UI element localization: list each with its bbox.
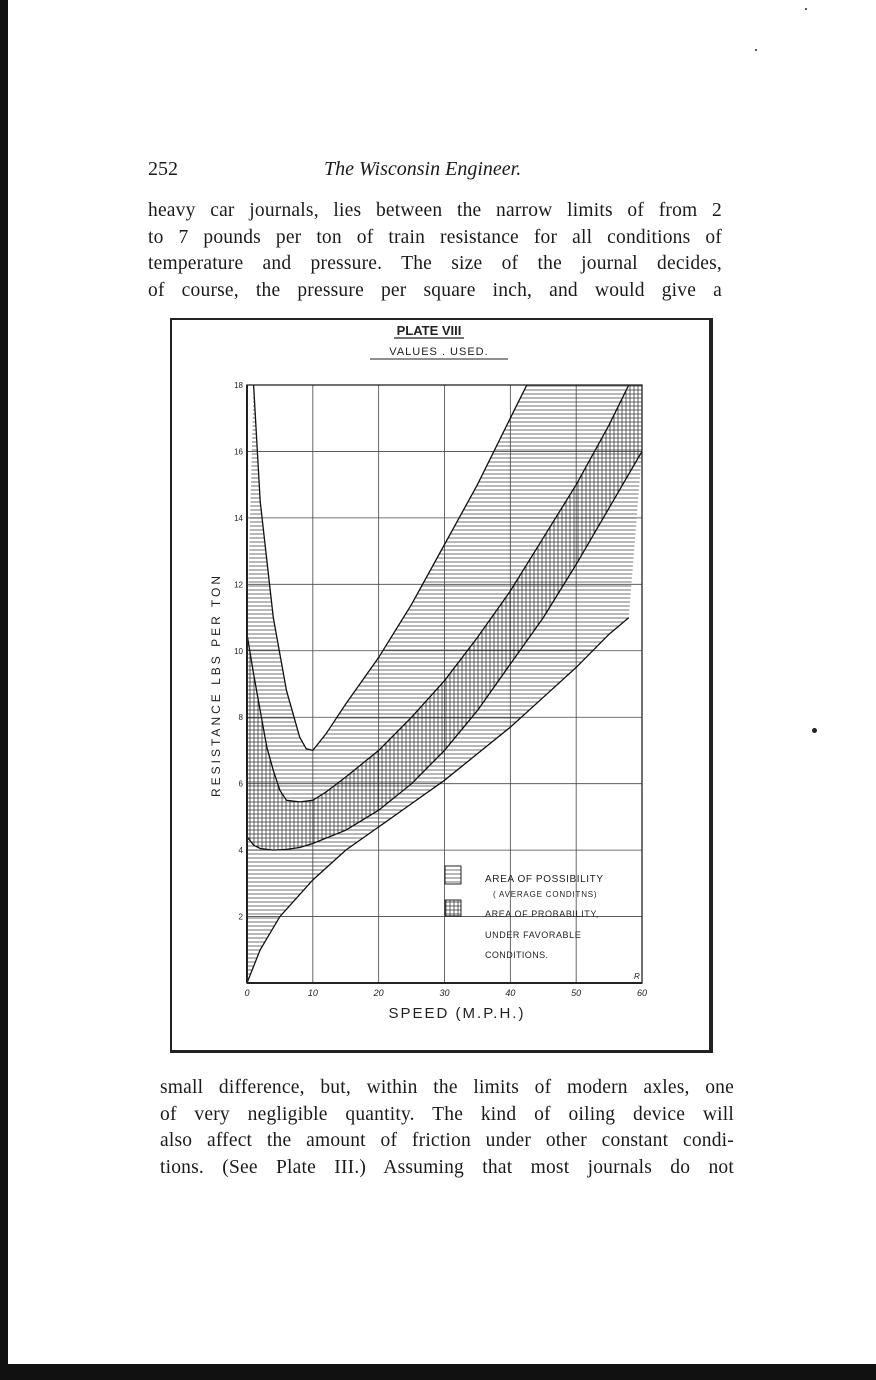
y-axis-label: RESISTANCE LBS PER TON [209,572,223,798]
x-tick-label: 10 [307,988,318,998]
legend-swatch-probability [445,900,461,916]
plate-title: PLATE VIII [396,323,462,338]
page-number: 252 [148,158,178,180]
legend-probability-line3: CONDITIONS. [485,950,549,960]
journal-title: The Wisconsin Engineer. [324,158,522,180]
legend-swatch-possibility [445,866,461,884]
legend-possibility-line1: AREA OF POSSIBILITY [485,874,604,885]
x-tick-label: 60 [636,988,648,998]
x-tick-label: 50 [571,988,582,998]
text-line: of course, the pressure per square inch, and would give a [148,279,722,301]
x-tick-labels [244,988,647,998]
y-tick-label: 2 [238,912,243,922]
scan-speck [755,49,757,51]
paragraph-top [148,198,722,304]
plate-subtitle: VALUES . USED. [389,346,489,358]
y-tick-label: 12 [234,580,243,590]
y-tick-labels [234,381,243,922]
running-header [148,158,728,184]
draftsman-mark: R [634,972,640,981]
x-tick-label: 20 [373,988,384,998]
x-tick-label: 30 [439,988,450,998]
text-line: heavy car journals, lies between the narrow limits of from 2 [148,200,722,221]
plate-frame [170,318,713,1053]
scan-speck [812,728,817,733]
legend-probability-line1: AREA OF PROBABILITY, [485,909,599,919]
y-tick-label: 10 [234,646,243,656]
x-tick-label: 40 [505,988,516,998]
text-line: to 7 pounds per ton of train resistance for all conditions of [148,226,722,248]
x-axis-label: SPEED (M.P.H.) [388,1005,526,1022]
paragraph-bottom [160,1075,734,1181]
scan-edge-left [0,0,8,1380]
y-tick-label: 14 [234,513,243,523]
text-line: also affect the amount of friction under other constant condi- [160,1130,734,1151]
x-tick-label: 0 [244,988,250,998]
y-tick-label: 8 [238,713,243,723]
text-line: temperature and pressure. The size of the journal decides, [148,253,722,274]
scan-edge-bottom [0,1364,876,1380]
text-line: small difference, but, within the limits of modern axles, one [160,1077,734,1098]
legend-probability-line2: UNDER FAVORABLE [485,930,582,940]
plate-chart [172,320,709,1050]
legend [445,866,604,960]
text-line: tions. (See Plate III.) Assuming that most journals do not [160,1156,734,1178]
text-line: of very negligible quantity. The kind of oiling device will [160,1103,734,1125]
y-tick-label: 4 [238,846,243,856]
y-tick-label: 6 [238,779,243,789]
scan-speck [805,8,807,10]
y-tick-label: 16 [234,447,243,457]
legend-possibility-line2: ( AVERAGE CONDITNS) [493,890,598,899]
y-tick-label: 18 [234,381,243,390]
